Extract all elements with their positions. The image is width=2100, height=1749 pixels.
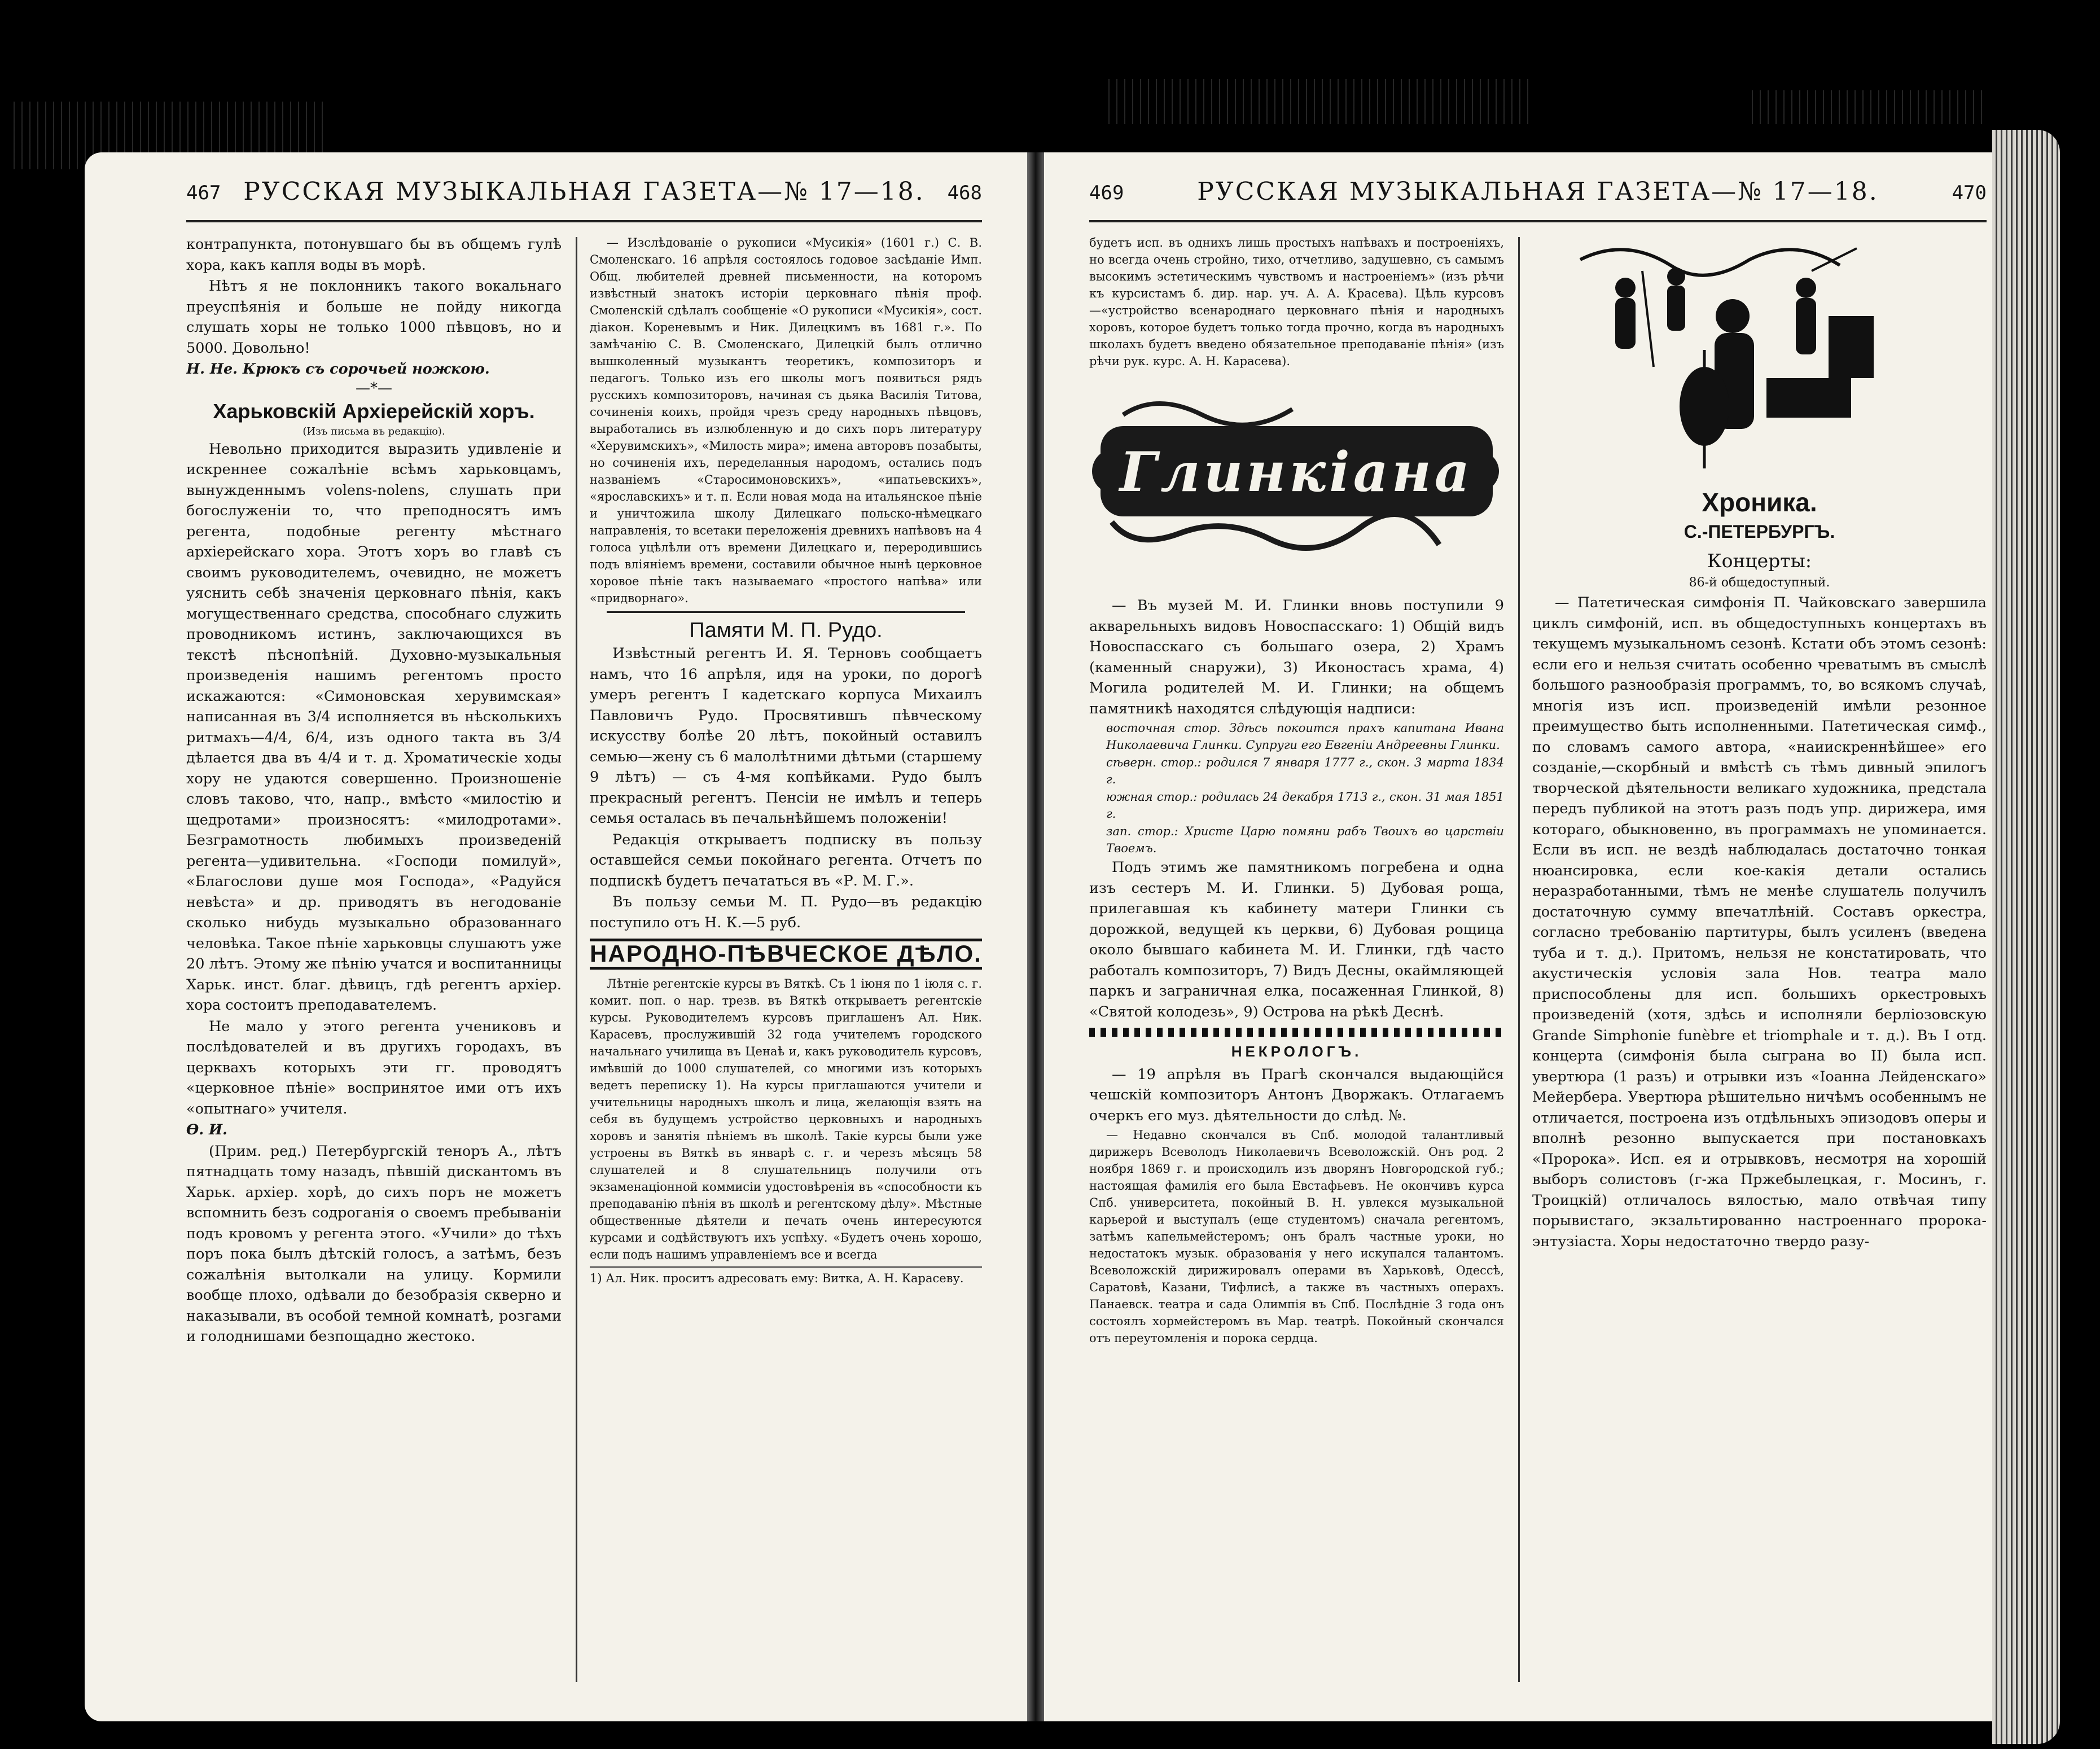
page-number-467: 467 bbox=[186, 182, 221, 204]
glinka-museum-paragraph-2: Подъ этимъ же памятникомъ погребена и одна изъ сестеръ М. И. Глинки. 5) Дубовая роща, прилегавшая къ кабинету матери Глинки съ дорожкой, ведущей къ церкви, 6) Дубовая рощица около бывшаго кабинета М. И. Глинки, гдѣ часто работалъ композиторъ, 7) Видъ Десны, окаймляющей паркъ и заграничная елка, посаженная Глинкой, 8) «Святой колодезь», 9) Острова на рѣкѣ Деснѣ. bbox=[1089, 859, 1504, 1020]
inscription-north: сѣверн. стор.: родился 7 января 1777 г., скон. 3 марта 1834 г. bbox=[1106, 756, 1504, 786]
concerts-heading: Концерты: bbox=[1707, 550, 1812, 572]
glinka-museum-paragraph: — Въ музей М. И. Глинки вновь поступили 9 акварельныхъ видовъ Новоспасскаго: 1) Общій видъ Новоспасскаго съ большаго озера, 2) Храмъ (каменный снаружи), 3) Иконостасъ храма, 4) Могила родителей М. И. Глинки; на общемъ памятникѣ находятся слѣдующія надписи: bbox=[1089, 597, 1504, 717]
glinkiana-title-ornament bbox=[1089, 392, 1504, 562]
column-divider-right bbox=[1518, 237, 1520, 1682]
right-page bbox=[1044, 152, 2037, 1721]
rudo-memorial-heading: Памяти М. П. Рудо. bbox=[689, 619, 883, 642]
kharkov-choir-subheading: (Изъ письма въ редакцію). bbox=[302, 425, 445, 437]
author-signature: Н. Не. Крюкъ съ сорочьей ножкою. bbox=[186, 361, 490, 378]
musikia-research-article: — Изслѣдованіе о рукописи «Мусикія» (1601 г.) С. В. Смоленскаго. 16 апрѣля состоялось годовое засѣданіе Имп. Общ. любителей древней письменности, на которомъ извѣстный знатокъ исторіи церковнаго пѣнія проф. Смоленскій сдѣлалъ сообщеніе «О рукописи «Мусикія», сост. діакон. Кореневымъ и Ник. Дилецкимъ въ 1681 г.». По замѣчанію С. В. Смоленскаго, Дилецкій былъ отлично вышколенный музыкантъ теоретикъ, композиторъ и педагогъ. Только изъ его школы могъ появиться рядъ русскихъ композиторовъ, начиная съ дьяка Василія Титова, сочиненія коихъ, пройдя чрезъ среду народныхъ пѣвцовъ, выработались въ излюбленную и до сихъ поръ литературу «Херувимскихъ», «Милость мира»; имена авторовъ позабыты, но сочиненія ихъ, переделанныя народомъ, остались подъ названіемъ «Старосимоновскихъ», «ипатьевскихъ», «ярославскихъ» и т. п. Если новая мода на итальянское пѣніе и уничтожила школу Дилецкаго польско-нѣмецкаго направленія, то всетаки переложенія древнихъ напѣвовъ на 4 голоса уцѣлѣли отъ времени Дилецкаго и, переродившись подъ вліяніемъ времени, составили обычное нынѣ церковное хоровое пѣніе такъ называемаго «простого напѣва» или «придворнаго». bbox=[590, 236, 982, 605]
scan-noise-right bbox=[1750, 90, 1987, 124]
divider-line bbox=[607, 611, 965, 613]
page-number-469: 469 bbox=[1089, 182, 1124, 204]
footnote: 1) Ал. Ник. проситъ адресовать ему: Витка, А. Н. Карасеву. bbox=[590, 1266, 982, 1287]
kharkov-choir-body-2: Не мало у этого регента учениковъ и послѣдователей и въ другихъ городахъ, въ церквахъ которыхъ эти гг. проводятъ «церковное пѣніе» воспринятое ими отъ ихъ «опытнаго» учителя. bbox=[186, 1018, 562, 1117]
concert-subheading: 86-й общедоступный. bbox=[1689, 576, 1830, 590]
left-page-header bbox=[186, 175, 982, 222]
folk-singing-banner: НАРОДНО-ПѢВЧЕСКОЕ ДѢЛО. bbox=[590, 939, 982, 970]
running-title-left: РУССКАЯ МУЗЫКАЛЬНАЯ ГАЗЕТА—№ 17—18. bbox=[243, 177, 925, 206]
book-gutter bbox=[1027, 152, 1044, 1721]
inscription-east: восточная стор. Здѣсь покоится прахъ капитана Ивана Николаевича Глинки. Супруги его Евгеніи Андреевны Глинки. bbox=[1106, 721, 1504, 752]
column-468 bbox=[590, 234, 982, 1687]
vyatka-courses-article: Лѣтніе регентскіе курсы въ Вяткѣ. Съ 1 іюня по 1 іюля с. г. комит. поп. о нар. трезв. въ Вяткѣ открываетъ регентскіе курсы. Руководителемъ курсовъ приглашенъ Ал. Ник. Карасевъ, прослужившій 32 года учителемъ городского начальнаго училища въ Ценаѣ и, какъ руководитель курсовъ, имѣвшій до 1000 слушателей, со многими изъ которыхъ ведетъ переписку 1). На курсы приглашаются учители и учительницы народныхъ школъ и лица, желающія взять на себя въ будущемъ устройство церковныхъ и народныхъ хоровъ и занятія пѣніемъ въ школѣ. Такіе курсы были уже устроены въ Вяткѣ въ январѣ с. г. и черезъ мѣсяцъ 58 слушателей и 8 слушательницъ получили отъ экзаменаціонной коммисіи удостовѣренія въ «способности къ преподаванію пѣнія въ школѣ и регентскому дѣлу». Мѣстные общественные дѣятели и печать очень интересуются курсами и содѣйствуютъ ихъ успѣху. «Будетъ очень хорошо, если подъ нашимъ управленіемъ все и всегда bbox=[590, 976, 982, 1261]
column-469 bbox=[1089, 234, 1504, 1687]
ornamental-divider bbox=[1089, 1028, 1504, 1037]
courses-continuation: будетъ исп. въ однихъ лишь простыхъ напѣвахъ и построеніяхъ, но всегда очень стройно, тихо, отчетливо, задушевно, съ самымъ высокимъ эстетическимъ чувствомъ и настроеніемъ» (изъ рѣчи къ курсистамъ б. дир. нар. уч. А. А. Красева). Цѣль курсовъ—«устройство всенароднаго церковнаго пѣнія и народныхъ хоровъ, которое будетъ только тогда прочно, когда въ народныхъ школахъ будетъ введено обязательное преподаваніе пѣнія» (изъ рѣчи рук. курс. А. Н. Карасева). bbox=[1089, 236, 1504, 368]
page-number-468: 468 bbox=[947, 182, 982, 204]
pathetique-review: — Патетическая симфонія П. Чайковскаго завершила циклъ симфоній, исп. въ общедоступныхъ концертахъ въ текущемъ музыкальномъ сезонѣ. Кстати объ этомъ сезонѣ: если его и нельзя считать особенно чреватымъ въ смыслѣ большого разнообразія программъ, то, во всякомъ случаѣ, многія изъ исп. произведеній имѣли резонное преимущество быть исполненными. Патетическая симф., по словамъ самого автора, «наиискреннѣйшее» его созданіе,—скорбный и вмѣстѣ съ тѣмъ дивный эпилогъ творческой дѣятельности великаго художника, предстала передъ публикой на этотъ разъ подъ упр. дирижера, имя котораго, обыкновенно, въ программахъ не упоминается. Если въ исп. не вездѣ наблюдалась достаточно тонкая нюансировка, если кое-какія детали остались неразработанными, тѣмъ не менѣе слушатель получилъ достаточную сумму впечатлѣній. Составъ оркестра, согласно требованію партитуры, былъ усиленъ (введена туба и т. д.). Притомъ, нельзя не констатировать, что акустическія условія зала Нов. театра мало приспособлены для исп. большихъ оркестровыхъ произведеній (хотя, здѣсь и исполняли берліозовскую Grande Simphonie funèbre et triomphale и т. д.). Въ I отд. концерта (симфонія была сыграна во II) была исп. увертюра (1 разъ) и отрывки изъ «Іоанна Лейденскаго» Мейербера. Увертюра рѣшительно ничѣмъ особеннымъ не отличается, построена изъ отдѣльныхъ эпизодовъ оперы и вполнѣ резонно выпускается при постановкахъ «Пророка». Исп. ея и отрывковъ, несмотря на хорошій выборъ солистовъ (г-жа Пржебылецкая, г. Мосинъ, г. Троицкій) отличалось вялостью, мало отвѣчая типу порывистаго, экзальтированно настроеннаго пророка-энтузіаста. Хоры недостаточно твердо разу- bbox=[1532, 594, 1987, 1250]
running-title-right: РУССКАЯ МУЗЫКАЛЬНАЯ ГАЗЕТА—№ 17—18. bbox=[1197, 177, 1879, 206]
necrology-heading: НЕКРОЛОГЪ. bbox=[1231, 1043, 1362, 1060]
intro-paragraph: контрапункта, потонувшаго бы въ общемъ гулѣ хора, какъ капля воды въ морѣ. bbox=[186, 236, 562, 274]
scan-noise-center bbox=[1106, 79, 1535, 124]
vsevolozhsky-obituary: — Недавно скончался въ Спб. молодой талантливый дирижеръ Всеволодъ Николаевичъ Всеволожскій. Онъ род. 2 ноября 1869 г. и происходилъ изъ дворянъ Новгородской губ.; настоящая фамилія его была Евстафьевъ. Не окончивъ курса Спб. университета, покойный В. Н. увлекся музыкальной карьерой и выступалъ (еще студентомъ) сначала регентомъ, затѣмъ капельмейстеромъ; онъ бралъ частные уроки, но недостатокъ музык. образованія у него искупался талантомъ. Всеволожскій дирижировалъ операми въ Харьковѣ, Одессѣ, Саратовѣ, Казани, Тифлисѣ, а также въ частныхъ операхъ. Панаевск. театра и сада Олимпія въ Спб. Послѣдніе 3 года онъ состоялъ хормейстеромъ въ Мар. театрѣ. Покойный скончался отъ переутомленія и порока сердца. bbox=[1089, 1128, 1504, 1345]
rudo-paragraph-1: Извѣстный регентъ И. Я. Терновъ сообщаетъ намъ, что 16 апрѣля, идя на уроки, по дорогѣ умеръ регентъ I кадетскаго корпуса Михаилъ Павловичъ Рудо. Просвятившъ пѣвческому искусству болѣе 20 лѣтъ, покойный оставилъ семью—жену съ 6 малолѣтними дѣтьми (старшему 9 лѣтъ) — съ 4-мя копѣйками. Рудо былъ прекрасный регентъ. Пенсіи не имѣлъ и теперь семья осталась въ печальнѣйшемъ положеніи! bbox=[590, 645, 982, 827]
section-ornament: —*— bbox=[356, 379, 392, 397]
column-467 bbox=[186, 234, 562, 1687]
column-divider-left bbox=[576, 237, 577, 1682]
dvorak-obituary: — 19 апрѣля въ Прагѣ скончался выдающійся чешскій композиторъ Антонъ Дворжакъ. Отлагаемъ очеркъ его муз. дѣятельности до слѣд. №. bbox=[1089, 1066, 1504, 1124]
rudo-paragraph-2: Редакція открываетъ подписку въ пользу оставшейся семьи покойнаго регента. Отчетъ по подпискѣ будетъ печататься въ «Р. М. Г.». bbox=[590, 831, 982, 889]
orchestra-illustration bbox=[1563, 237, 1896, 474]
left-page bbox=[85, 152, 1027, 1721]
glinkiana-title: Глинкіана bbox=[1119, 440, 1474, 504]
kharkov-choir-body: Невольно приходится выразить удивленіе и искреннее сожалѣніе всѣмъ харьковцамъ, вынужденнымъ volens-nolens, слушать при богослуженіи то, что преподносятъ имъ регента, подобные регенту мѣстнаго архіерейскаго хора. Этотъ хоръ во главѣ съ своимъ руководителемъ, очевидно, не можетъ уяснить себѣ значенія церковнаго пѣнія, какъ могущественнаго средства, способнаго служить проводникомъ истинъ, заключающихся въ текстѣ пѣснопѣній. Духовно-музыкальныя произведенія нашимъ регентомъ просто искажаются: «Симоновская херувимская» написанная въ 3/4 исполняется въ нѣсколькихъ ритмахъ—4/4, 6/4, изъ одного такта въ 3/4 дѣлается два въ 4/4 и т. д. Хроматическіе ходы хору не удаются совершенно. Произношеніе словъ таково, что, напр., вмѣсто «милостію и щедротами» произносятъ: «милодротами». Безграмотность любимыхъ произведеній регента—удивительна. «Господи помилуй», «Благослови душе моя Господа», «Радуйся невѣста» и др. приводятъ въ негодованіе сколько нибудь музыкально образованнаго человѣка. Такое пѣніе харьковцы слушаютъ уже 20 лѣтъ. Этому же пѣнію учатся и воспитанницы Харьк. инст. благ. дѣвицъ, гдѣ регентъ архіер. хора состоитъ преподавателемъ. bbox=[186, 440, 562, 1014]
orchestra-engraving-svg bbox=[1563, 237, 1896, 474]
st-petersburg-heading: С.-ПЕТЕРБУРГЪ. bbox=[1683, 521, 1835, 542]
conclusion-paragraph: Нѣтъ я не поклонникъ такого вокальнаго преуспѣянія и больше не пойду никогда слушать хоры не только 1000 пѣвцовъ, но и 5000. Довольно! bbox=[186, 278, 562, 357]
editor-note: (Прим. ред.) Петербургскій теноръ А., лѣтъ пятнадцать тому назадъ, пѣвшій дискантомъ въ Харьк. архіер. хорѣ, до сихъ поръ не можетъ вспомнить безъ содроганія о своемъ пребываніи подъ кровомъ у регента этого. «Учили» до тѣхъ поръ пока былъ дѣтскій голосъ, а затѣмъ, безъ сожалѣнія вытолкали на улицу. Кормили вообще плохо, одѣвали до безобразія скверно и наказывали, въ особой темной комнатѣ, розгами и голоднишами безпощадно жестоко. bbox=[186, 1142, 562, 1345]
inscription-south: южная стор.: родилась 24 декабря 1713 г., скон. 31 мая 1851 г. bbox=[1106, 790, 1504, 821]
page-edges bbox=[1992, 130, 2060, 1744]
chronicle-heading: Хроника. bbox=[1702, 488, 1817, 517]
rudo-paragraph-3: Въ пользу семьи М. П. Рудо—въ редакцію поступило отъ Н. К.—5 руб. bbox=[590, 893, 982, 931]
column-470 bbox=[1532, 485, 1987, 1687]
kharkov-choir-heading: Харьковскій Архіерейскій хоръ. bbox=[213, 399, 535, 423]
page-number-470: 470 bbox=[1952, 182, 1987, 204]
inscription-west: зап. стор.: Христе Царю помяни рабъ Твоихъ во царствіи Твоемъ. bbox=[1106, 825, 1504, 855]
book-spread bbox=[85, 152, 2037, 1721]
kharkov-choir-signature: Ө. И. bbox=[186, 1121, 227, 1138]
glinkiana-ornament-svg bbox=[1089, 392, 1504, 562]
right-page-header bbox=[1089, 175, 1987, 222]
